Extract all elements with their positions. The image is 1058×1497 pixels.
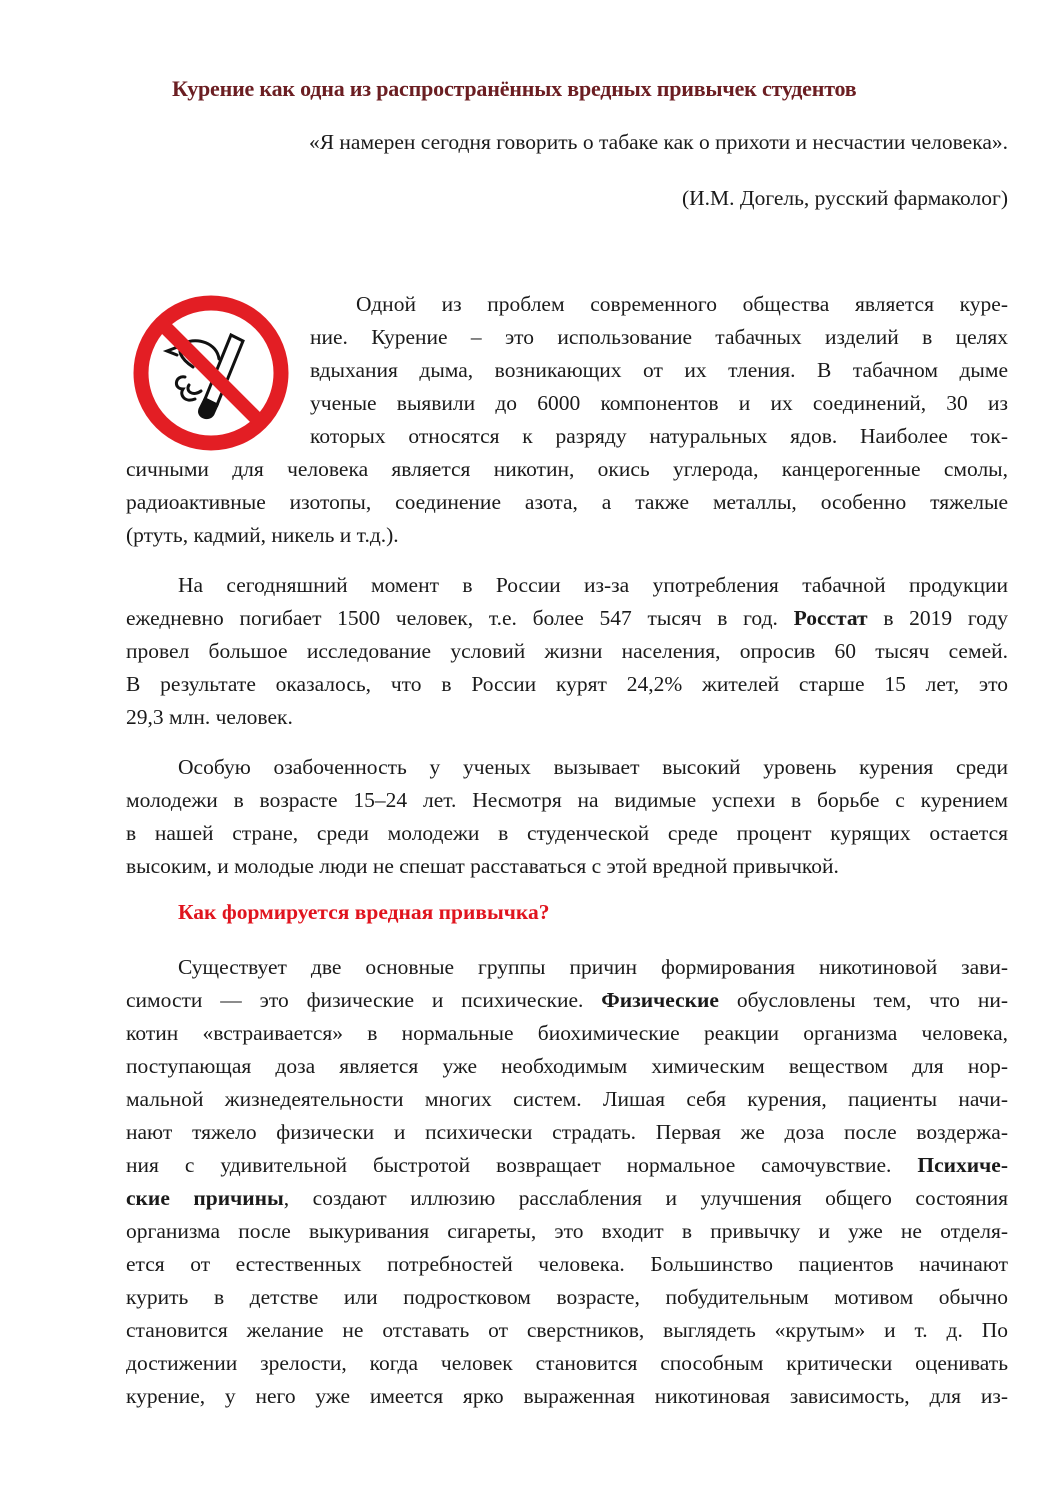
paragraph-line: 29,3 млн. человек.: [126, 705, 293, 729]
document-title: Курение как одна из распространённых вредных привычек студентов: [172, 76, 857, 101]
paragraph-line: котин «встраивается» в нормальные биохимические реакции организма человека,: [126, 1021, 1008, 1045]
paragraph-line: высоким, и молодые люди не спешат расставаться с этой вредной привычкой.: [126, 854, 839, 878]
paragraph-line: поступающая доза является уже необходимым химическим веществом для нор-: [126, 1054, 1008, 1078]
paragraph-line: курить в детстве или подростковом возрасте, побудительным мотивом обычно: [126, 1285, 1008, 1309]
paragraph-line: вдыхания дыма, возникающих от их тления. В табачном дыме: [310, 358, 1008, 382]
paragraph-line: Существует две основные группы причин формирования никотиновой зави-: [178, 955, 1008, 979]
paragraph-line: нают тяжело физически и психически страдать. Первая же доза после воздержа-: [126, 1120, 1008, 1144]
paragraph-line: [126, 602, 1008, 635]
paragraph-line: провел большое исследование условий жизни населения, опросив 60 тысяч семей.: [126, 639, 1008, 663]
paragraph-line: курение, у него уже имеется ярко выраженная никотиновая зависимость, для из-: [126, 1384, 1008, 1408]
text-run: ежедневно погибает 1500 человек, т.е. более 547 тысяч в год.: [126, 606, 794, 630]
bold-term-psychological: Психиче-: [917, 1153, 1008, 1177]
bold-term-physical: Физические: [601, 988, 719, 1012]
paragraph-line: Особую озабоченность у ученых вызывает высокий уровень курения среди: [178, 755, 1008, 779]
paragraph-line: мальной жизнедеятельности многих систем. Лишая себя курения, пациенты начи-: [126, 1087, 1008, 1111]
text-run: в 2019 году: [867, 606, 1008, 630]
paragraph-line: [126, 984, 1008, 1017]
paragraph-line: радиоактивные изотопы, соединение азота, а также металлы, особенно тяжелые: [126, 490, 1008, 514]
text-run: ния с удивительной быстротой возвращает нормальное самочувствие.: [126, 1153, 918, 1177]
paragraph-line: достижении зрелости, когда человек становится способным критически оценивать: [126, 1351, 1008, 1375]
bold-term-psychological-cont: ские причины: [126, 1186, 284, 1210]
paragraph-line: сичными для человека является никотин, окись углерода, канцерогенные смолы,: [126, 457, 1008, 481]
epigraph-author: (И.М. Догель, русский фармаколог): [681, 186, 1008, 210]
section-subheading: Как формируется вредная привычка?: [178, 900, 550, 924]
no-smoking-icon: [131, 293, 291, 453]
text-run: , создают иллюзию расслабления и улучшения общего состояния: [283, 1186, 1009, 1210]
paragraph-line: в нашей стране, среди молодежи в студенческой среде процент курящих остается: [126, 821, 1008, 845]
paragraph-line: становится желание не отставать от сверстников, выглядеть «крутым» и т. д. По: [126, 1318, 1008, 1342]
paragraph-line: молодежи в возрасте 15–24 лет. Несмотря на видимые успехи в борьбе с курением: [126, 788, 1008, 812]
paragraph-line: В результате оказалось, что в России курят 24,2% жителей старше 15 лет, это: [126, 672, 1008, 696]
paragraph-line: которых относятся к разряду натуральных ядов. Наиболее ток-: [310, 424, 1008, 448]
paragraph-line: На сегодняшний момент в России из-за употребления табачной продукции: [178, 573, 1008, 597]
paragraph-line: Одной из проблем современного общества является куре-: [356, 292, 1008, 316]
paragraph-line: [126, 1182, 1008, 1215]
paragraph-line: организма после выкуривания сигареты, это входит в привычку и уже не отделя-: [126, 1219, 1008, 1243]
epigraph-quote: «Я намерен сегодня говорить о табаке как о прихоти и несчастии человека».: [308, 130, 1008, 154]
paragraph-line: ние. Курение – это использование табачных изделий в целях: [310, 325, 1008, 349]
text-run: симости — это физические и психические.: [126, 988, 602, 1012]
paragraph-line: ется от естественных потребностей человека. Большинство пациентов начинают: [126, 1252, 1008, 1276]
paragraph-line: ученые выявили до 6000 компонентов и их соединений, 30 из: [310, 391, 1008, 415]
paragraph-line: [126, 1149, 1008, 1182]
text-run: обусловлены тем, что ни-: [718, 988, 1008, 1012]
paragraph-line: (ртуть, кадмий, никель и т.д.).: [126, 523, 399, 547]
bold-term-rosstat: Росстат: [793, 606, 868, 630]
